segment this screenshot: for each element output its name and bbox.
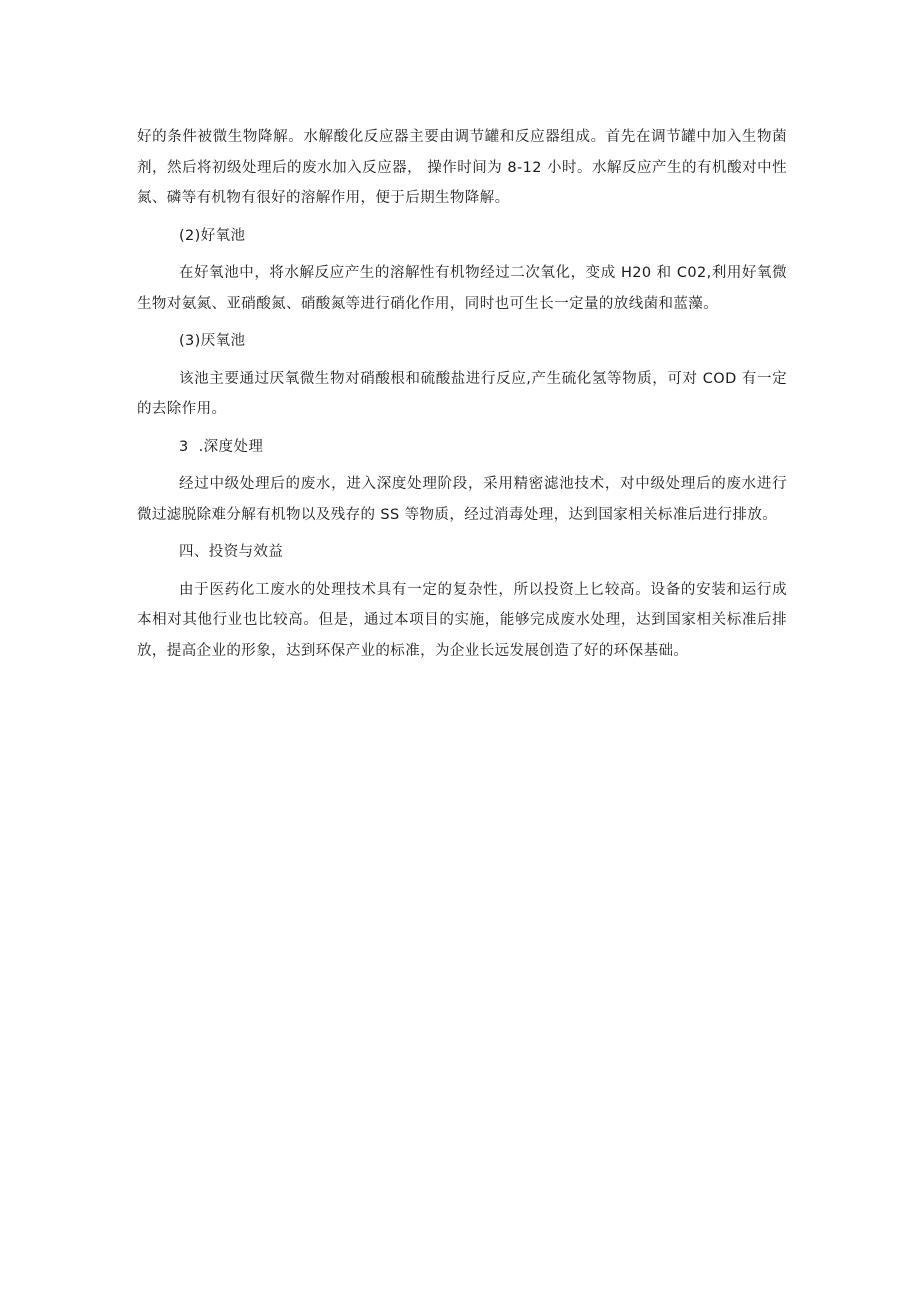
- paragraph-advanced-treatment: 经过中级处理后的废水，进入深度处理阶段，采用精密滤池技术，对中级处理后的废水进行微过滤脱除难分解有机物以及残存的 SS 等物质，经过消毒处理，达到国家相关标准后进行排放。: [137, 476, 787, 523]
- heading-investment-benefits: 四、投资与效益: [179, 544, 284, 560]
- heading-anaerobic-tank: (3)厌氧池: [179, 333, 246, 349]
- heading-aerobic-tank: (2)好氧池: [179, 227, 246, 244]
- heading-advanced-treatment: 3 .深度处理: [179, 438, 264, 455]
- document-page: [137, 122, 787, 673]
- paragraph-investment-benefits: 由于医药化工废水的处理技术具有一定的复杂性，所以投资上匕较高。设备的安装和运行成本相对其他行业也比较高。但是，通过本项目的实施，能够完成废水处理，达到国家相关标准后排放，提高企业的形象，达到环保产业的标准，为企业长远发展创造了好的环保基础。: [137, 581, 787, 659]
- paragraph-hydrolysis-continued: 好的条件被微生物降解。水解酸化反应器主要由调节罐和反应器组成。首先在调节罐中加入生物菌剂，然后将初级处理后的废水加入反应器， 操作时间为 8-12 小时。水解反应产生的有机酸对中性氮、磷等有机物有很好的溶解作用，便于后期生物降解。: [137, 129, 787, 206]
- paragraph-anaerobic-tank: 该池主要通过厌氧微生物对硝酸根和硫酸盐进行反应,产生硫化氢等物质，可对 COD 有一定的去除作用。: [137, 370, 787, 417]
- paragraph-aerobic-tank: 在好氧池中，将水解反应产生的溶解性有机物经过二次氧化，变成 H20 和 C02,利用好氧微生物对氨氮、亚硝酸氮、硝酸氮等进行硝化作用，同时也可生长一定量的放线菌和蓝藻。: [137, 265, 787, 312]
